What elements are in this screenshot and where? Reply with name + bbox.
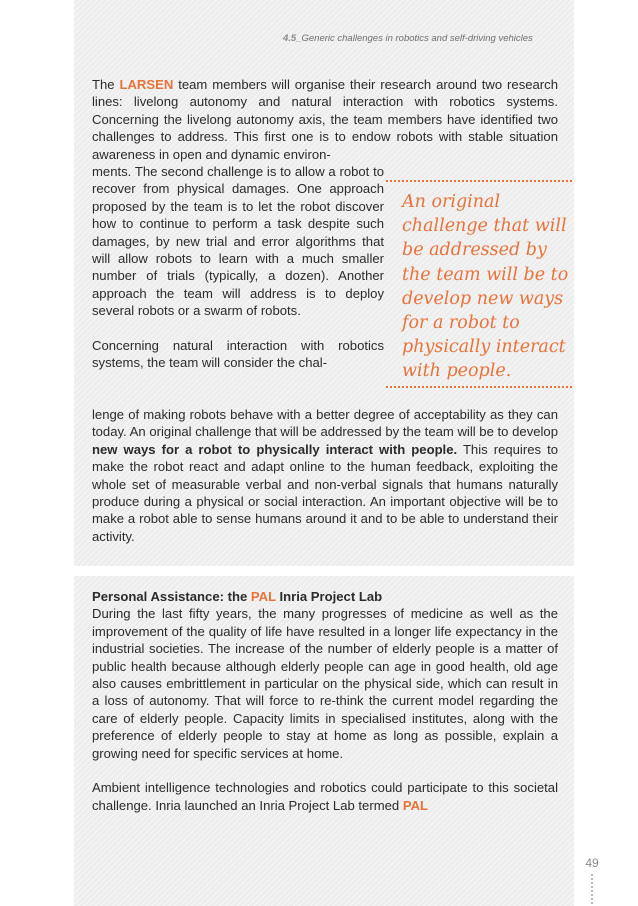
larsen-team-name: LARSEN	[119, 77, 174, 92]
pal-paragraph-2	[92, 779, 558, 814]
intro-text-rest: team members will organise their research around two research lines: livelong autonomy and natural interaction with robotics systems. Concerning the livelong autonomy axis, the team members have identified two challenges to address. This first one is to endow robots with stable situation awareness in open and dynamic environ-	[92, 77, 558, 162]
pal-paragraph-2-text: Ambient intelligence technologies and robotics could participate to this societal challenge. Inria launched an Inria Project Lab termed	[92, 780, 558, 813]
section-title: Generic challenges in robotics and self-driving vehicles	[301, 33, 533, 44]
pull-quote	[386, 180, 572, 390]
pal-section	[92, 588, 558, 814]
challenge-paragraph: ments. The second challenge is to allow a robot to recover from physical damages. One approach proposed by the team is to let the robot discover how to continue to perform a task despite such damages, by new trial and error algorithms that will allow robots to learn with a much smaller number of trials (typically, a dozen). Another approach the team will address is to deploy several robots or a swarm of robots.	[92, 164, 384, 319]
page-number: 49	[585, 856, 599, 870]
pal-heading-after: Inria Project Lab	[275, 589, 383, 604]
interaction-paragraph-start: Concerning natural interaction with robotics systems, the team will consider the chal-	[92, 338, 384, 371]
interaction-text-after: This requires to make the robot react and adapt online to the human feedback, exploiting the whole set of measurable verbal and non-verbal signals that humans naturally produce during a physical or social interaction. An important objective will be to make a robot able to sense humans around it and to be able to understand their activity.	[92, 441, 558, 544]
intro-text-before: The	[92, 77, 120, 92]
pull-quote-text: An original challenge that will be addressed by the team will be to develop new ways for a robot to physically interact with people.	[402, 192, 569, 382]
page-number-rule	[591, 874, 593, 904]
pull-quote-top-rule	[386, 180, 572, 182]
pal-heading-before: Personal Assistance: the	[92, 589, 251, 604]
running-header	[283, 33, 573, 44]
larsen-paragraph-narrow	[92, 163, 384, 372]
pull-quote-bottom-rule	[386, 386, 572, 388]
larsen-paragraph-continued	[92, 406, 558, 545]
interaction-highlight: new ways for a robot to physically interact with people.	[92, 441, 458, 457]
interaction-text-before: lenge of making robots behave with a better degree of acceptability as they can today. An original challenge that will be addressed by the team will be to develop	[92, 407, 558, 440]
section-number: 4.5_	[283, 33, 302, 44]
pal-heading	[92, 588, 558, 605]
pal-heading-acronym: PAL	[250, 589, 276, 604]
pal-paragraph-1: During the last fifty years, the many progresses of medicine as well as the improvement of the quality of life have resulted in a longer life expectancy in the industrial societies. The increase of the number of elderly people is a matter of public health because although elderly people can age in good health, old age also causes embrittlement in particular on the physical side, which can result in a loss of autonomy. That will force to re-think the current model regarding the care of elderly people. Capacity limits in specialised institutes, along with the preference of elderly people to stay at home as long as possible, explain a growing need for specific services at home.	[92, 606, 558, 761]
pal-acronym: PAL	[402, 797, 429, 813]
larsen-paragraph-intro	[92, 76, 558, 163]
